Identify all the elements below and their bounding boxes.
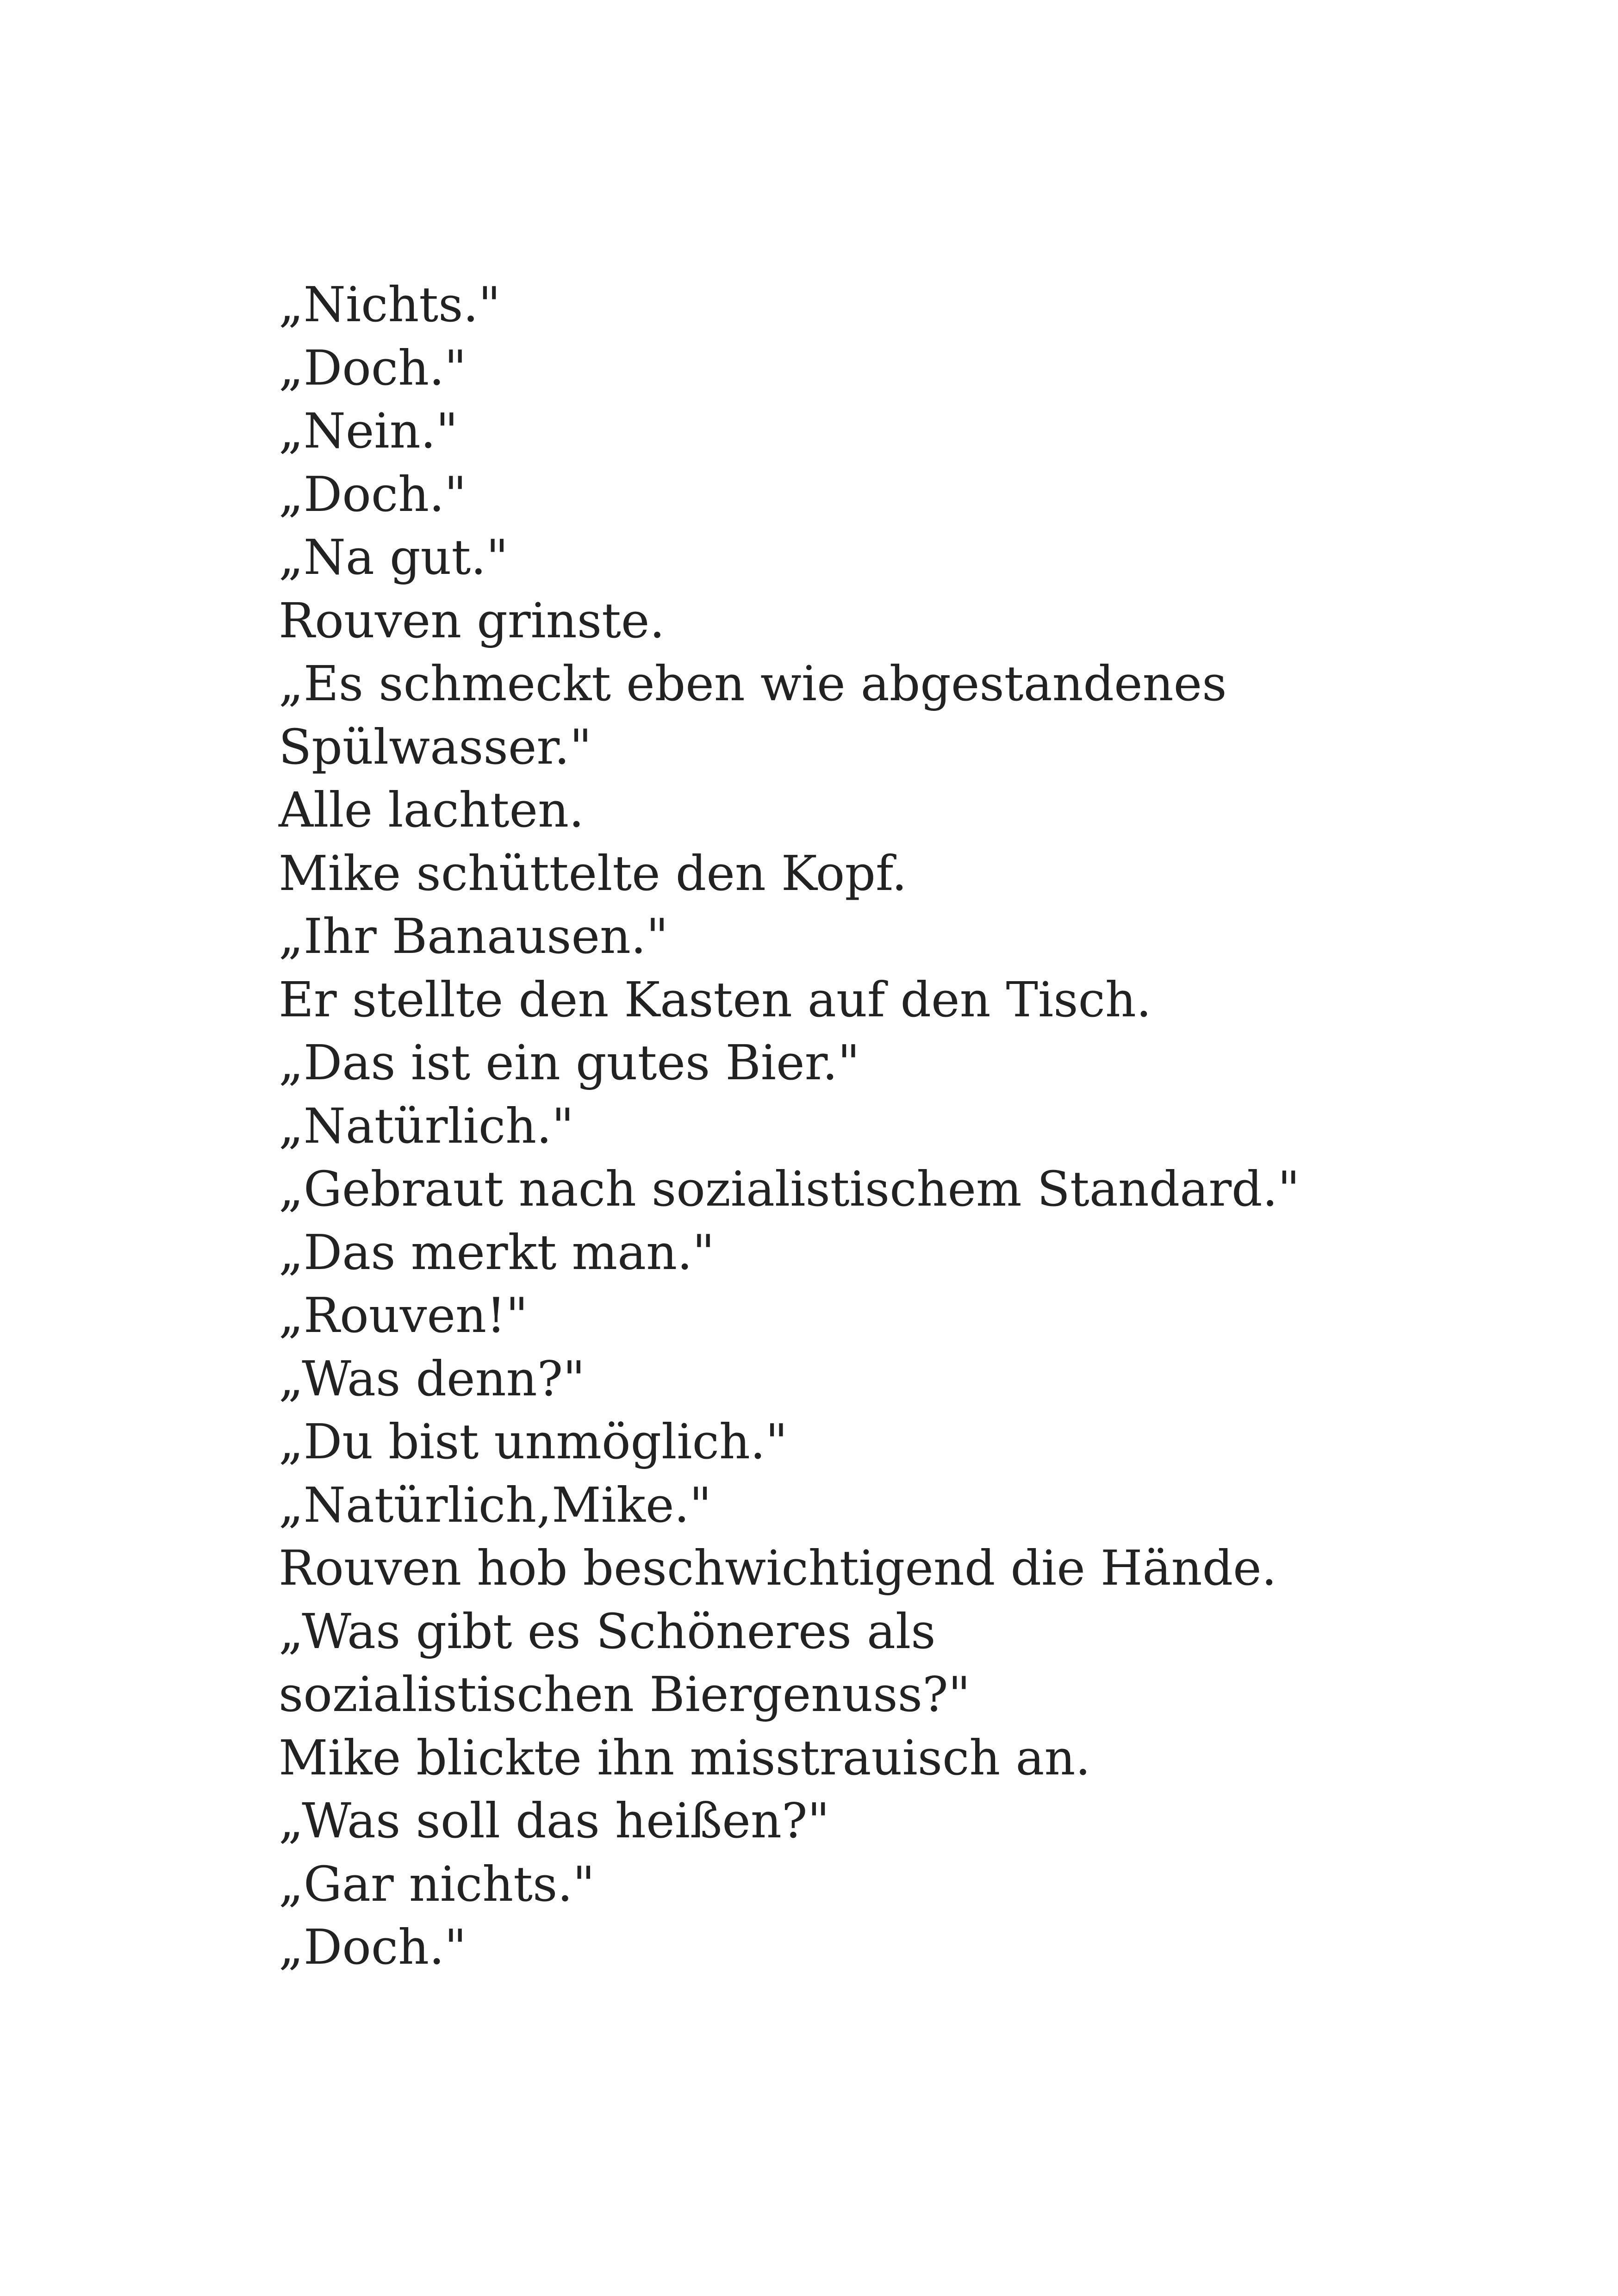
text-line: „Ihr Banausen." — [279, 908, 668, 964]
text-line: „Das merkt man." — [279, 1224, 715, 1281]
document-text — [279, 273, 1301, 1979]
text-line: „Nichts." — [279, 276, 501, 333]
text-line: „Nein." — [279, 403, 458, 459]
text-line: „Was gibt es Schöneres als sozialistischen Biergenuss?" — [279, 1603, 971, 1723]
text-line: „Gebraut nach sozialistischem Standard." — [279, 1161, 1300, 1217]
text-line: Rouven hob beschwichtigend die Hände. — [279, 1540, 1277, 1596]
text-line: Rouven grinste. — [279, 592, 665, 649]
text-line: „Rouven!" — [279, 1287, 528, 1344]
text-line: „Das ist ein gutes Bier." — [279, 1034, 860, 1091]
text-line: Alle lachten. — [279, 782, 585, 838]
text-line: „Natürlich." — [279, 1097, 574, 1154]
text-line: „Doch." — [279, 339, 467, 396]
text-line: „Natürlich,Mike." — [279, 1476, 712, 1533]
text-line: „Was soll das heißen?" — [279, 1792, 830, 1849]
text-line: Mike schüttelte den Kopf. — [279, 845, 907, 902]
text-line: Er stellte den Kasten auf den Tisch. — [279, 971, 1151, 1028]
text-line: „Gar nichts." — [279, 1855, 595, 1912]
text-line: „Doch." — [279, 466, 467, 523]
text-line: Mike blickte ihn misstrauisch an. — [279, 1729, 1091, 1786]
text-line: „Was denn?" — [279, 1350, 585, 1407]
text-line: „Du bist unmöglich." — [279, 1413, 788, 1470]
text-line: „Es schmeckt eben wie abgestandenes Spülwasser." — [279, 655, 1227, 775]
text-line: „Na gut." — [279, 529, 509, 585]
text-line: „Doch." — [279, 1919, 467, 1975]
